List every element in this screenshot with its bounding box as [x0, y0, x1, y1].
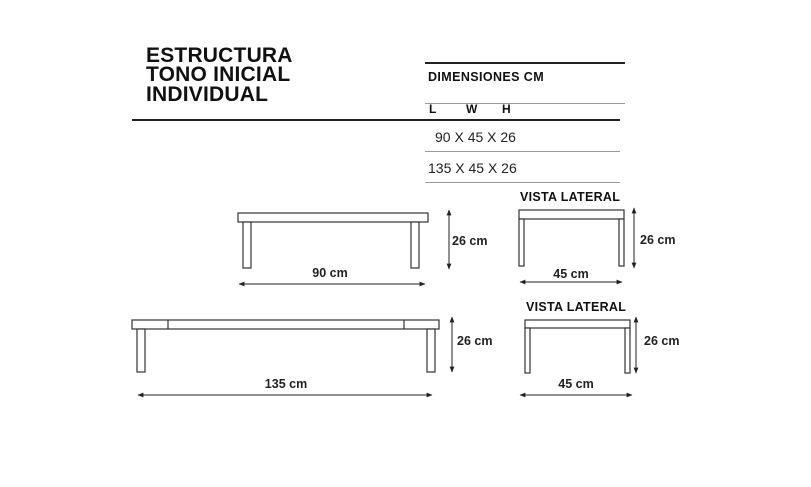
small-table-leg-left — [243, 222, 251, 268]
small-side-height-label: 26 cm — [640, 233, 676, 247]
small-front-height-label: 26 cm — [452, 234, 488, 248]
small-side-width-label: 45 cm — [553, 267, 589, 281]
large-table-leg-right — [427, 329, 435, 372]
large-front-length-label: 135 cm — [264, 377, 308, 391]
large-side-leg-right — [625, 328, 630, 373]
large-table-top — [132, 320, 439, 329]
large-side-width-label: 45 cm — [558, 377, 594, 391]
large-side-view-label: VISTA LATERAL — [526, 300, 627, 314]
size-option-row-1: 90 X 45 X 26 — [435, 129, 516, 145]
small-table-front-view — [238, 213, 428, 268]
small-table-top — [238, 213, 428, 222]
small-side-leg-right — [619, 219, 624, 266]
column-header-width: W — [466, 102, 478, 116]
large-front-height-label: 26 cm — [457, 334, 493, 348]
large-side-top — [525, 320, 630, 328]
large-side-height-label: 26 cm — [644, 334, 680, 348]
small-table-side-view — [519, 210, 624, 266]
small-table-leg-right — [411, 222, 419, 268]
column-header-length: L — [429, 102, 437, 116]
title-line-2: TONO INICIAL — [146, 63, 291, 87]
large-table-side-view — [525, 320, 630, 373]
column-header-height: H — [502, 102, 511, 116]
small-front-length-label: 90 cm — [312, 266, 348, 280]
title-line-1: ESTRUCTURA — [146, 44, 293, 67]
dimensions-heading: DIMENSIONES CM — [428, 70, 545, 84]
small-side-leg-left — [519, 219, 524, 266]
large-side-leg-left — [525, 328, 530, 373]
size-option-row-2: 135 X 45 X 26 — [428, 160, 517, 176]
large-table-leg-left — [137, 329, 145, 372]
title-line-3: INDIVIDUAL — [146, 82, 269, 106]
small-side-view-label: VISTA LATERAL — [520, 190, 621, 204]
small-side-top — [519, 210, 624, 219]
large-table-front-view — [132, 320, 439, 372]
